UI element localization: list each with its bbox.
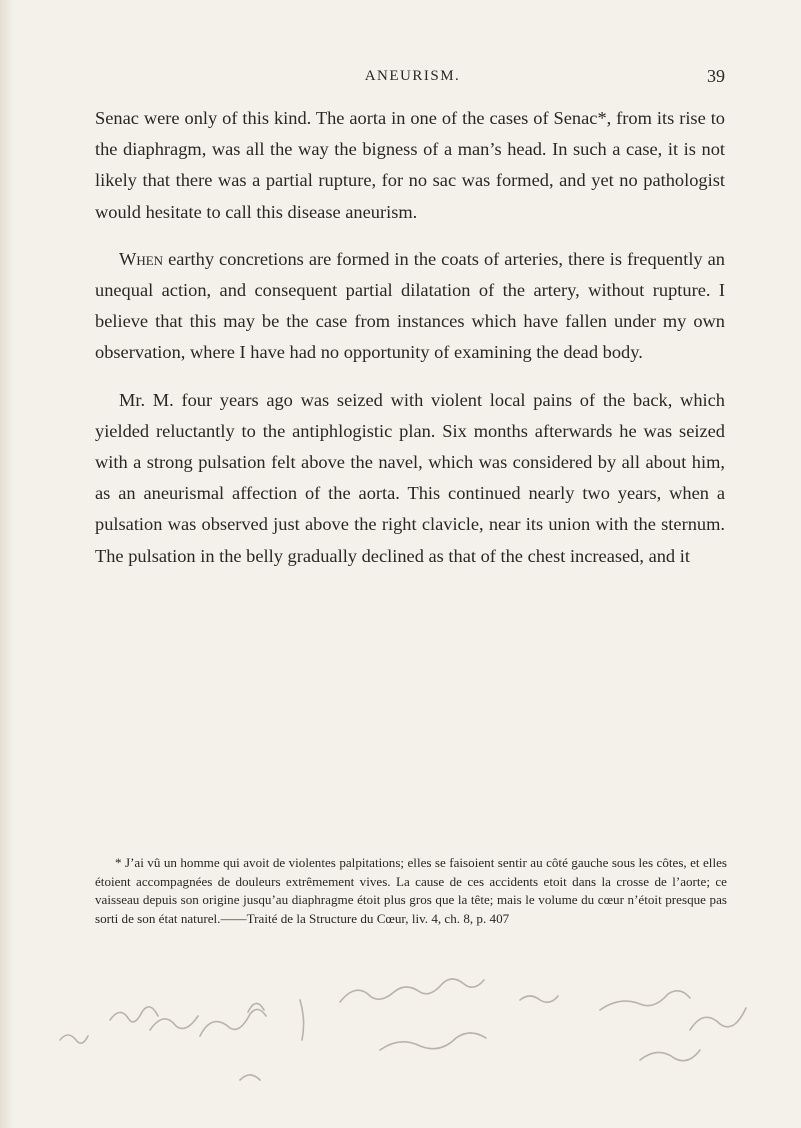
scribble-mark-5	[300, 1000, 304, 1040]
scribble-mark-1	[110, 1007, 158, 1022]
page-gutter-edge	[0, 0, 14, 1128]
paragraph-2-lead: When	[119, 248, 164, 269]
paragraph-2	[95, 244, 725, 369]
paragraph-3: Mr. M. four years ago was seized with violent local pains of the back, which yielded reluctantly to the antiphlogistic plan. Six months afterwards he was seized with a strong pulsation felt above the navel, which was considered by all about him, as an aneurismal affection of the aorta. This continued nearly two years, when a pulsation was observed just above the right clavicle, near its union with the sternum. The pulsation in the belly gradually declined as that of the chest increased, and it	[95, 389, 725, 566]
paragraph-1: Senac were only of this kind. The aorta in one of the cases of Senac*, from its rise to the diaphragm, was all the way the bigness of a man’s head. In such a case, it is not likely that there was a partial rupture, for no sac was formed, and yet no pathologist would hesitate to call this disease aneurism.	[95, 108, 725, 222]
body-text	[95, 103, 725, 572]
scribble-mark-6	[340, 979, 484, 1002]
scribble-mark-8	[600, 991, 690, 1010]
scribble-mark-9	[690, 1008, 746, 1030]
scribble-mark-10	[380, 1033, 486, 1050]
scribble-mark-2	[150, 1016, 198, 1030]
scribble-mark-7	[520, 996, 558, 1002]
running-head: ANEURISM.	[364, 68, 461, 84]
footnote: * J’ai vû un homme qui avoit de violentes palpitations; elles se faisoient sentir au côté gauche sous les côtes, et elles étoient accompagnées de douleurs extrêmement vives. La cause de ces accidents etoit dans la crosse de l’aorte; ce vaisseau depuis son origine jusqu’au diaphragme étoit plus gros que la tête; mais le volume du cœur n’étoit presque pas sorti de son état naturel.——Traité de la Structure du Cœur, liv. 4, ch. 8, p. 407	[95, 855, 727, 926]
paragraph-2-body: earthy concretions are formed in the coats of arteries, there is frequently an unequal action, and consequent partial dilatation of the artery, without rupture. I believe that this may be the case from instances which have fallen under my own observation, where I have had no opportunity of examining the dead body.	[95, 248, 725, 363]
scribble-mark-11	[640, 1050, 700, 1061]
scribble-mark-4	[248, 1003, 264, 1012]
scribble-mark-12	[60, 1035, 88, 1043]
scribble-mark-3	[200, 1009, 266, 1036]
page-number: 39	[707, 66, 725, 86]
scribble-mark-13	[240, 1075, 260, 1080]
page-header	[100, 66, 725, 88]
